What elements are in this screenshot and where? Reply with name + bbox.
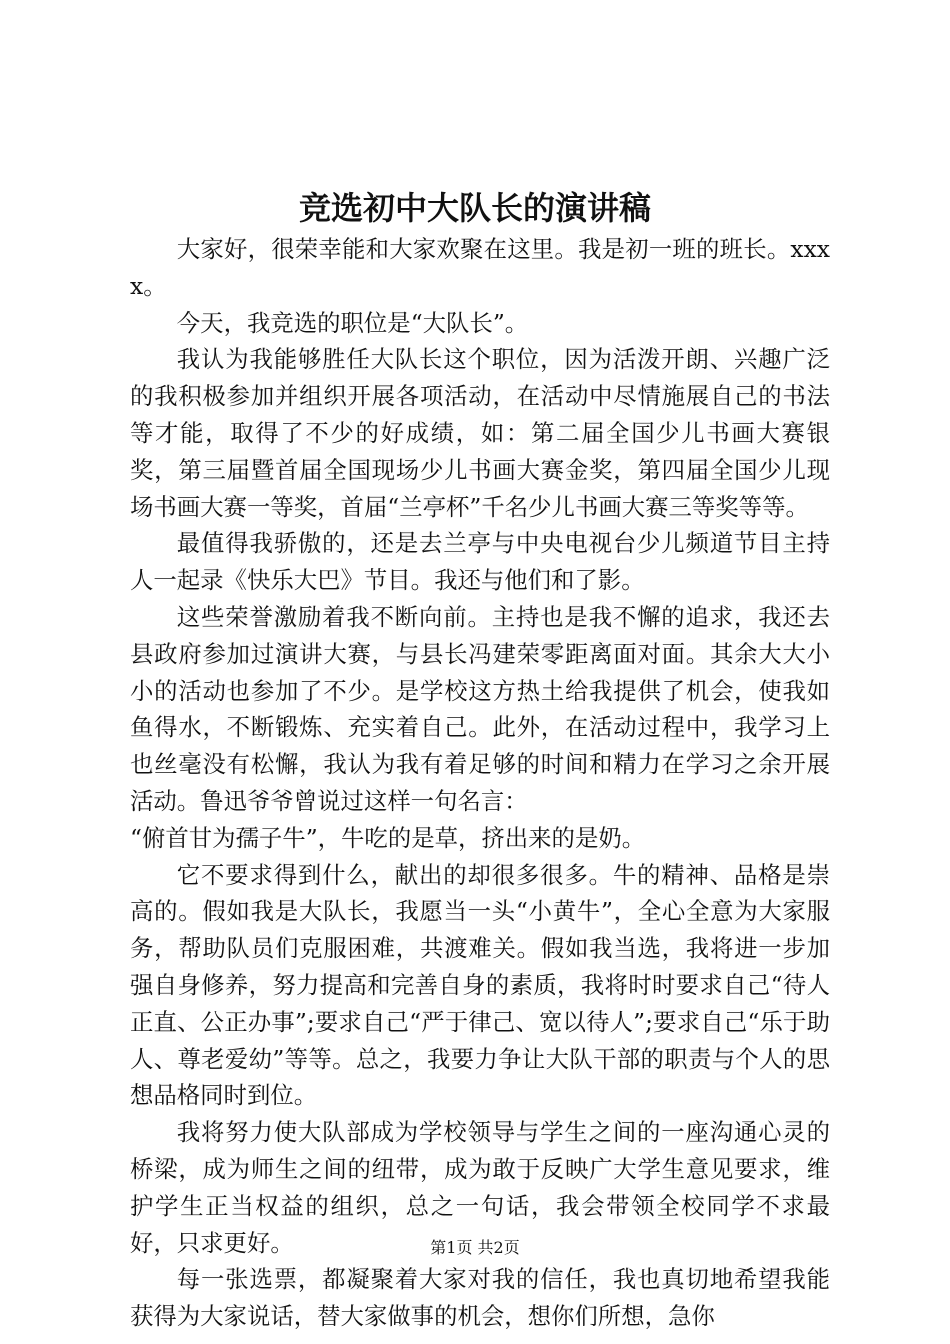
paragraph-position: 今天，我竞选的职位是“大队长”。	[176, 308, 529, 337]
paragraph-qualifications: 我认为我能够胜任大队长这个职位，因为活泼开朗、兴趣广泛的我积极参加并组织开展各项活动，在活动中尽情施展自己的书法等才能，取得了不少的好成绩，如：第二届全国少儿书画大赛银奖，第三届暨首届全国现场少儿书画大赛金奖，第四届全国少儿现场书画大赛一等奖，首届“兰亭杯”千名少儿书画大赛三等奖等等。	[130, 345, 830, 521]
page-footer: 第1页 共2页	[430, 1238, 520, 1257]
paragraph-votes: 每一张选票，都凝聚着大家对我的信任，我也真切地希望我能获得为大家说话，替大家做事的机会，想你们所想，急你	[130, 1265, 830, 1331]
paragraph-quote: “俯首甘为孺子牛”，牛吃的是草，挤出来的是奶。	[130, 823, 646, 852]
document-title: 竞选初中大队长的演讲稿	[298, 189, 651, 227]
paragraph-honors: 这些荣誉激励着我不断向前。主持也是我不懈的追求，我还去县政府参加过演讲大赛，与县长冯建荣零距离面对面。其余大大小小的活动也参加了不少。是学校这方热土给我提供了机会，使我如鱼得水，不断锻炼、充实着自己。此外，在活动过程中，我学习上也丝毫没有松懈，我认为我有着足够的时间和精力在学习之余开展活动。鲁迅爷爷曾说过这样一句名言：	[130, 602, 830, 815]
document-body	[130, 231, 830, 1335]
paragraph-greeting: 大家好，很荣幸能和大家欢聚在这里。我是初一班的班长。xxxx。	[130, 235, 830, 300]
paragraph-ox-spirit: 它不要求得到什么，献出的却很多很多。牛的精神、品格是崇高的。假如我是大队长，我愿当一头“小黄牛”，全心全意为大家服务，帮助队员们克服困难，共渡难关。假如我当选，我将进一步加强自身修养，努力提高和完善自身的素质，我将时时要求自己“待人正直、公正办事”;要求自己“严于律己、宽以待人”;要求自己“乐于助人、尊老爱幼”等等。总之，我要力争让大队干部的职责与个人的思想品格同时到位。	[130, 860, 830, 1110]
paragraph-bridge: 我将努力使大队部成为学校领导与学生之间的一座沟通心灵的桥梁，成为师生之间的纽带，成为敢于反映广大学生意见要求，维护学生正当权益的组织，总之一句话，我会带领全校同学不求最好，只求更好。	[130, 1118, 830, 1257]
paragraph-proudest: 最值得我骄傲的，还是去兰亭与中央电视台少儿频道节目主持人一起录《快乐大巴》节目。我还与他们和了影。	[130, 529, 830, 595]
